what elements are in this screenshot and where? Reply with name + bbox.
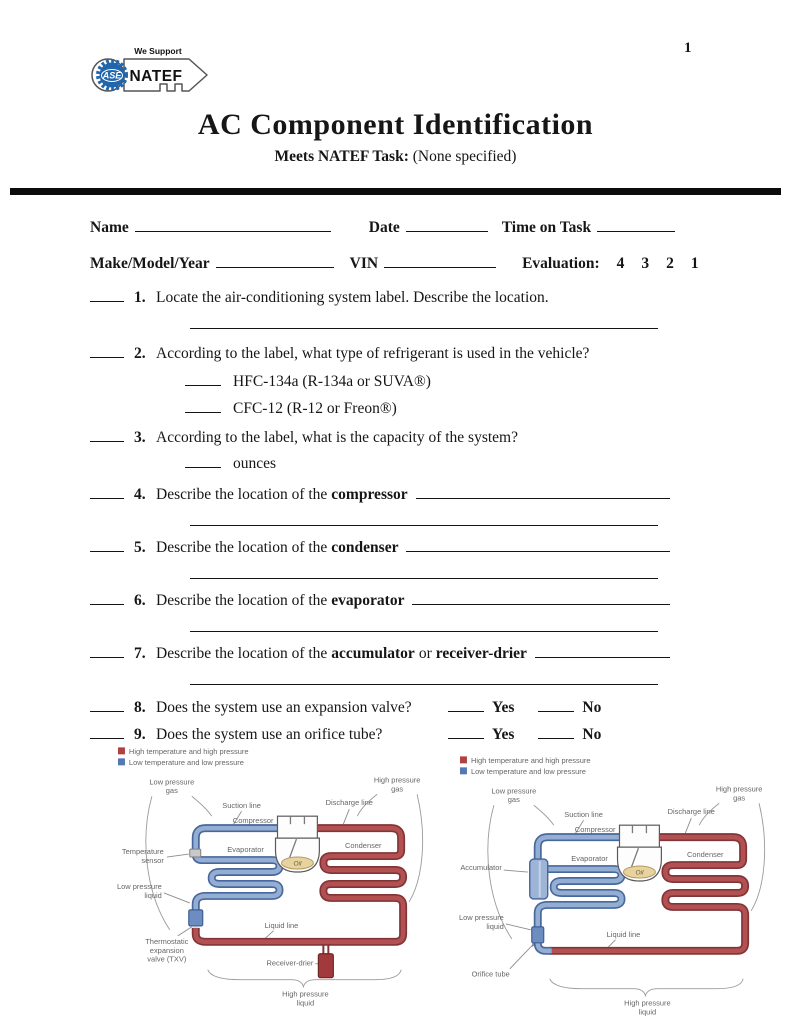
answer-line	[190, 673, 658, 685]
right-region-brace	[409, 794, 423, 902]
legend-low-swatch	[460, 767, 467, 774]
score-blank	[90, 430, 124, 442]
low-pressure-liquid-label: Low pressure	[117, 881, 162, 891]
question-keyword: accumulator	[331, 645, 415, 662]
temperature-sensor-icon	[190, 849, 201, 857]
logo-we-support: We Support	[134, 46, 182, 56]
answer-line	[190, 620, 658, 632]
question-text: Does the system use an expansion valve?	[156, 699, 412, 716]
task-label: Meets NATEF Task:	[274, 148, 409, 165]
score-blank	[90, 646, 124, 658]
txv-label2: expansion	[149, 945, 184, 955]
compressor-label: Compressor	[574, 825, 616, 835]
name-blank	[135, 220, 331, 232]
question-number: 1.	[134, 289, 146, 306]
question-text	[156, 592, 670, 610]
liquid-line-label: Liquid line	[606, 929, 641, 939]
suction-line-label: Suction line	[564, 810, 603, 820]
high-pressure-liquid-label2: liquid	[296, 998, 315, 1008]
txv-valve-icon	[189, 910, 203, 926]
score-blank	[90, 346, 124, 358]
question-number: 6.	[134, 592, 146, 609]
option-blank	[185, 374, 221, 386]
orifice-tube-icon	[532, 927, 544, 943]
oil-label: Oil	[635, 869, 644, 877]
high-pressure-gas-label2: gas	[391, 784, 404, 794]
temperature-sensor-label: Temperature	[121, 847, 164, 857]
orifice-tube-system-diagram	[452, 753, 786, 1019]
question-prefix: Describe the location of the	[156, 486, 328, 503]
bottom-brace	[208, 970, 401, 987]
date-label: Date	[368, 219, 400, 236]
option-blank	[185, 456, 221, 468]
vin-blank	[384, 256, 496, 268]
question-number: 3.	[134, 429, 146, 446]
high-pressure-gas-label: High pressure	[715, 784, 763, 794]
question-number: 2.	[134, 345, 146, 362]
question-2	[90, 345, 670, 363]
discharge-leader	[685, 818, 691, 833]
evaporator-label: Evaporator	[227, 845, 264, 855]
condenser-label: Condenser	[686, 850, 724, 860]
compressor-icon	[276, 816, 320, 872]
low-pressure-gas-label: Low pressure	[149, 777, 195, 787]
answer-line	[190, 514, 658, 526]
question-3	[90, 429, 670, 447]
legend-low-label: Low temperature and low pressure	[470, 766, 586, 776]
high-pressure-liquid-label: High pressure	[624, 998, 671, 1008]
score-blank	[90, 593, 124, 605]
question-text	[156, 539, 670, 557]
high-pressure-gas-label2: gas	[733, 793, 746, 803]
legend-high-label: High temperature and high pressure	[470, 755, 591, 765]
question-text: According to the label, what type of refrigerant is used in the vehicle?	[156, 345, 590, 362]
no-label: No	[582, 726, 602, 743]
natef-logo	[86, 40, 221, 102]
question-6	[90, 592, 670, 610]
question-list	[90, 289, 670, 744]
diagram-row	[110, 744, 786, 1019]
compressor-icon	[618, 825, 662, 881]
evaluation-score-2: 2	[666, 255, 674, 272]
question-keyword-2: receiver-drier	[435, 645, 527, 662]
low-pressure-liquid-label2: liquid	[144, 890, 162, 900]
question-number: 5.	[134, 539, 146, 556]
option-label: CFC-12 (R-12 or Freon®)	[233, 400, 397, 417]
question-text: Locate the air-conditioning system label. Describe the location.	[156, 289, 549, 306]
txv-leader	[178, 927, 192, 936]
question-7	[90, 645, 670, 663]
high-pressure-liquid-label: High pressure	[282, 989, 329, 999]
form-row-1	[90, 219, 702, 237]
evaluation-score-1: 1	[690, 255, 699, 272]
lp-liquid-leader	[506, 924, 531, 930]
task-value: (None specified)	[412, 148, 517, 165]
question-8	[90, 699, 670, 717]
ase-label: ASE	[102, 70, 122, 81]
txv-system-diagram	[110, 744, 444, 1019]
question-text: Does the system use an orifice tube?	[156, 726, 383, 743]
low-pressure-gas-label2: gas	[507, 795, 520, 805]
page-number: 1	[684, 40, 692, 56]
txv-label3: valve (TXV)	[147, 954, 187, 964]
compressor-head	[619, 825, 659, 847]
yes-label: Yes	[492, 726, 515, 743]
discharge-leader	[343, 809, 349, 824]
compressor-head	[277, 816, 317, 838]
divider-rule	[10, 188, 781, 195]
temperature-sensor-label2: sensor	[141, 856, 164, 866]
question-number: 7.	[134, 645, 146, 662]
name-label: Name	[90, 219, 129, 236]
make-model-year-label: Make/Model/Year	[90, 255, 210, 272]
answer-line	[190, 567, 658, 579]
left-gas-leader	[534, 805, 554, 825]
oil-label: Oil	[293, 860, 302, 868]
evaluation-score-3: 3	[641, 255, 650, 272]
option-ounces	[185, 455, 670, 473]
inline-answer-blank	[535, 646, 670, 658]
compressor-label: Compressor	[232, 816, 274, 826]
inline-answer-blank	[406, 540, 670, 552]
score-blank	[90, 487, 124, 499]
bottom-brace	[550, 979, 743, 996]
low-pressure-gas-label: Low pressure	[491, 786, 537, 796]
right-region-brace	[751, 803, 765, 911]
legend-high-swatch	[460, 756, 467, 763]
question-prefix: Describe the location of the	[156, 645, 328, 662]
score-blank	[90, 540, 124, 552]
high-pressure-gas-label: High pressure	[373, 775, 421, 785]
option-hfc134a	[185, 373, 670, 391]
condenser-label: Condenser	[344, 841, 382, 851]
question-keyword: evaporator	[331, 592, 405, 609]
question-keyword: condenser	[331, 539, 399, 556]
legend-high-label: High temperature and high pressure	[128, 746, 249, 756]
liquid-line-label: Liquid line	[264, 920, 299, 930]
accumulator-leader	[504, 870, 528, 872]
option-cfc12	[185, 400, 670, 418]
time-on-task-label: Time on Task	[501, 219, 592, 236]
question-number: 4.	[134, 486, 146, 503]
high-pressure-liquid-label2: liquid	[638, 1007, 657, 1017]
score-blank	[90, 727, 124, 739]
page-subtitle	[0, 148, 791, 166]
time-on-task-blank	[597, 220, 675, 232]
discharge-line-label: Discharge line	[325, 798, 373, 808]
receiver-drier-icon	[318, 954, 333, 978]
evaluation-score-4: 4	[616, 255, 625, 272]
question-4	[90, 486, 670, 504]
form-row-2	[90, 255, 702, 273]
question-keyword: compressor	[331, 486, 408, 503]
inline-answer-blank	[412, 593, 670, 605]
option-label: ounces	[233, 455, 277, 472]
question-text	[156, 486, 670, 504]
question-1	[90, 289, 670, 307]
legend-low-label: Low temperature and low pressure	[128, 757, 244, 767]
evaporator-label: Evaporator	[571, 854, 608, 864]
make-model-year-blank	[216, 256, 334, 268]
suction-line-label: Suction line	[222, 801, 261, 811]
question-text	[156, 645, 670, 663]
receiver-drier-label: Receiver-drier	[266, 958, 314, 968]
txv-label: Thermostatic	[145, 936, 189, 946]
logo-natef: NATEF	[129, 68, 183, 85]
page-title: AC Component Identification	[197, 108, 594, 141]
question-5	[90, 539, 670, 557]
score-blank	[90, 290, 124, 302]
option-label: HFC-134a (R-134a or SUVA®)	[233, 373, 431, 390]
no-label: No	[582, 699, 602, 716]
orifice-leader	[510, 944, 534, 969]
question-number: 9.	[134, 726, 146, 743]
no-blank	[538, 727, 574, 739]
question-9	[90, 726, 670, 744]
date-blank	[406, 220, 488, 232]
inline-answer-blank	[416, 487, 670, 499]
question-text: According to the label, what is the capacity of the system?	[156, 429, 518, 446]
left-gas-leader	[192, 796, 212, 816]
sensor-leader	[167, 854, 189, 857]
legend-high-swatch	[118, 747, 125, 754]
discharge-line-label: Discharge line	[667, 807, 715, 817]
question-mid: or	[418, 645, 432, 662]
low-pressure-liquid-label: Low pressure	[459, 912, 504, 922]
legend-low-swatch	[118, 758, 125, 765]
no-blank	[538, 700, 574, 712]
vin-label: VIN	[349, 255, 379, 272]
option-blank	[185, 401, 221, 413]
orifice-tube-label: Orifice tube	[471, 969, 510, 979]
answer-line	[190, 317, 658, 329]
question-number: 8.	[134, 699, 146, 716]
yes-label: Yes	[492, 699, 515, 716]
yes-blank	[448, 700, 484, 712]
lp-liquid-leader	[164, 893, 190, 903]
question-prefix: Describe the location of the	[156, 539, 328, 556]
accumulator-label: Accumulator	[460, 863, 502, 873]
score-blank	[90, 700, 124, 712]
evaluation-label: Evaluation:	[522, 255, 600, 272]
low-pressure-liquid-label2: liquid	[486, 921, 504, 931]
low-pressure-gas-label2: gas	[165, 786, 178, 796]
question-prefix: Describe the location of the	[156, 592, 328, 609]
yes-blank	[448, 727, 484, 739]
